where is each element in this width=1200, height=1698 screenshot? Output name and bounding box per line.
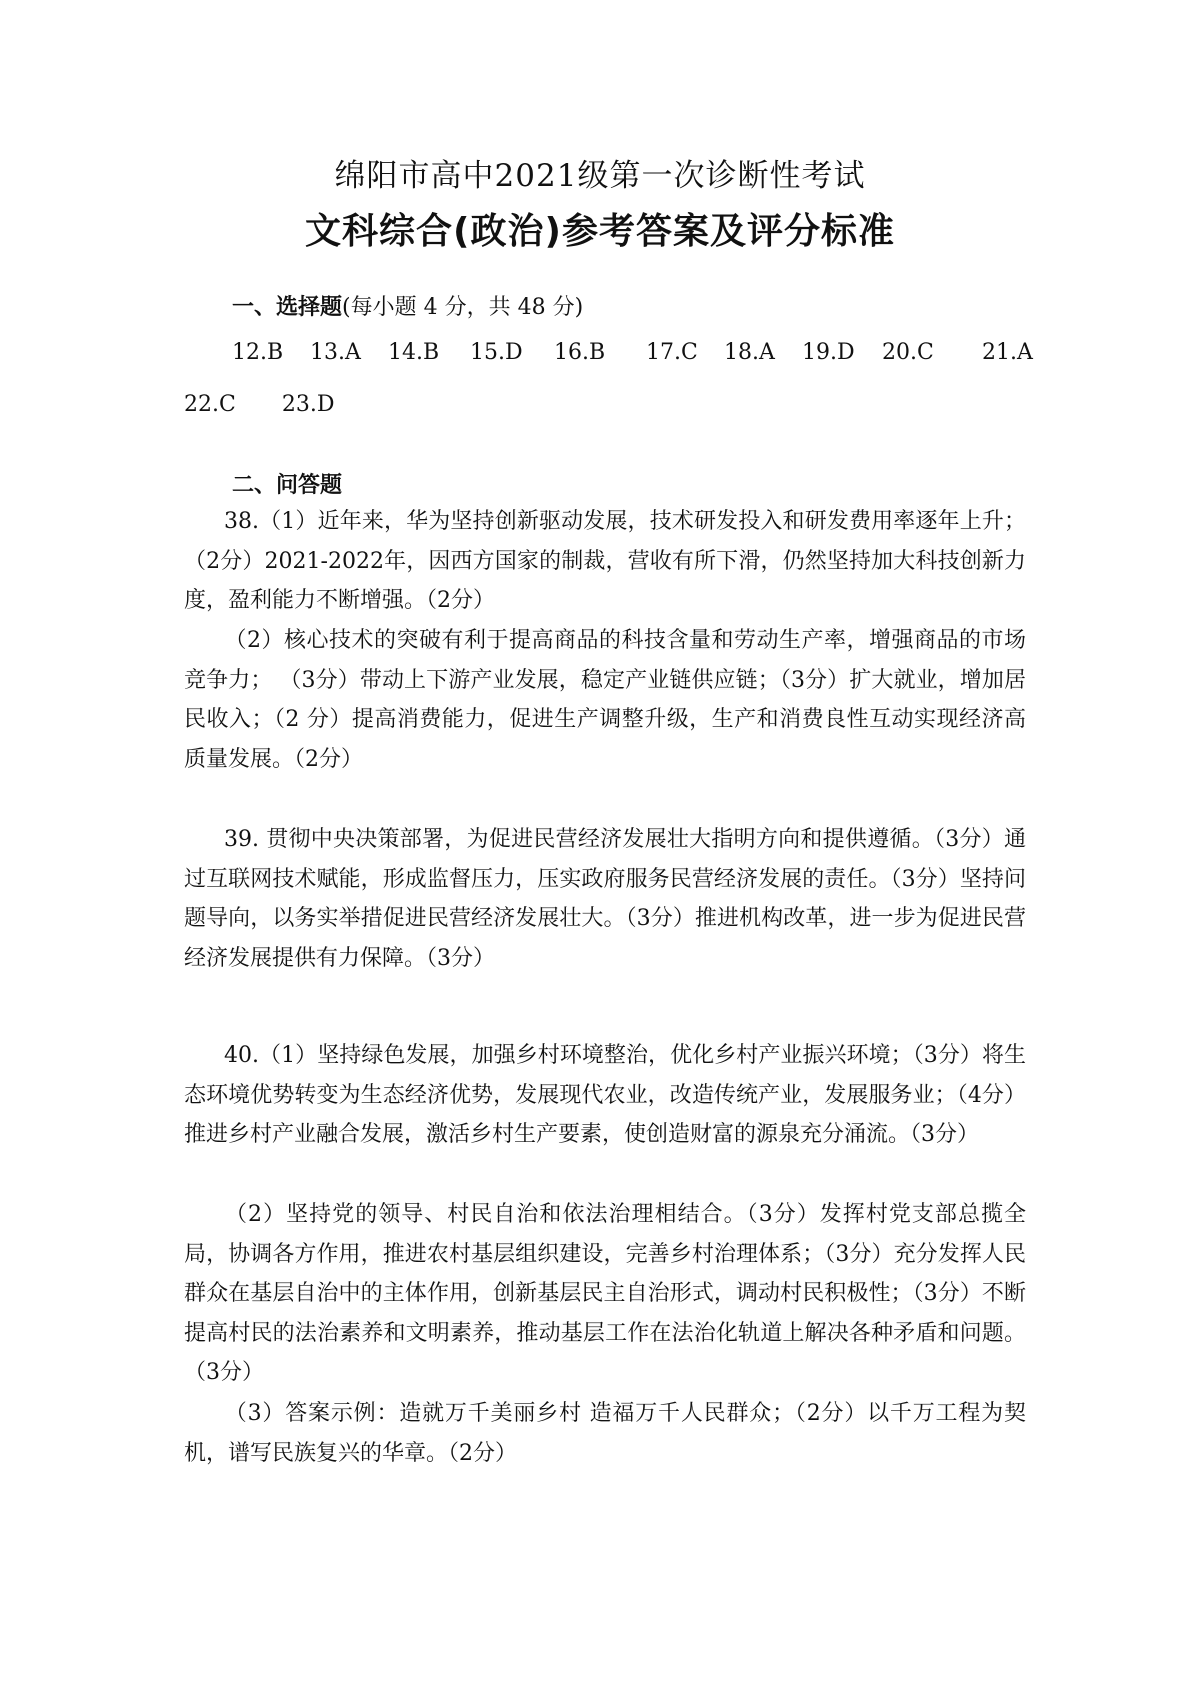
section-2-title: 二、问答题 <box>232 473 343 498</box>
section-1-heading <box>232 290 583 321</box>
document-subtitle: 文科综合(政治)参考答案及评分标准 <box>305 211 895 252</box>
answer-item: 23.D <box>281 392 335 417</box>
answer-item: 21.A <box>982 340 1033 365</box>
q38-part-1: 38.（1）近年来，华为坚持创新驱动发展，技术研发投入和研发费用率逐年上升；（2分）2021-2022年，因西方国家的制裁，营收有所下滑，仍然坚持加大科技创新力度，盈利能力不断增强。（2分） <box>184 509 1026 613</box>
document-title: 绵阳市高中2021级第一次诊断性考试 <box>334 158 866 194</box>
answer-item: 22.C <box>184 392 236 417</box>
section-2-heading <box>232 468 342 499</box>
answer-item: 15.D <box>470 340 523 365</box>
answer-item: 14.B <box>388 340 440 365</box>
answer-item: 17.C <box>646 340 698 365</box>
answer-item: 16.B <box>554 340 606 365</box>
q39-answer: 39. 贯彻中央决策部署，为促进民营经济发展壮大指明方向和提供遵循。（3分）通过互联网技术赋能，形成监督压力，压实政府服务民营经济发展的责任。（3分）坚持问题导向，以务实举措促进民营经济发展壮大。（3分）推进机构改革，进一步为促进民营经济发展提供有力保障。（3分） <box>184 827 1026 971</box>
q40-part-3: （3）答案示例：造就万千美丽乡村 造福万千人民群众；（2分）以千万工程为契机，谱写民族复兴的华章。（2分） <box>184 1401 1026 1466</box>
answer-item: 12.B <box>232 340 284 365</box>
answer-item: 20.C <box>882 340 934 365</box>
section-1-note: (每小题 4 分，共 48 分) <box>342 295 584 320</box>
answer-item: 18.A <box>724 340 775 365</box>
q40-part-2: （2）坚持党的领导、村民自治和依法治理相结合。（3分）发挥村党支部总揽全局，协调各方作用，推进农村基层组织建设，完善乡村治理体系；（3分）充分发挥人民群众在基层自治中的主体作用，创新基层民主自治形式，调动村民积极性；（3分）不断提高村民的法治素养和文明素养，推动基层工作在法治化轨道上解决各种矛盾和问题。（3分） <box>184 1202 1026 1385</box>
choice-answers-row-2 <box>184 392 334 417</box>
answer-item: 19.D <box>802 340 855 365</box>
section-1-title: 一、选择题 <box>232 295 343 320</box>
q40-part-1: 40.（1）坚持绿色发展，加强乡村环境整治，优化乡村产业振兴环境；（3分）将生态环境优势转变为生态经济优势，发展现代农业，改造传统产业，发展服务业；（4分）推进乡村产业融合发展，激活乡村生产要素，使创造财富的源泉充分涌流。（3分） <box>184 1043 1026 1147</box>
answer-item: 13.A <box>310 340 361 365</box>
q38-part-2: （2）核心技术的突破有利于提高商品的科技含量和劳动生产率，增强商品的市场竞争力； （3分）带动上下游产业发展，稳定产业链供应链；（3分）扩大就业，增加居民收入；（2 分）提高消费能力，促进生产调整升级，生产和消费良性互动实现经济高质量发展。（2分） <box>184 628 1026 772</box>
